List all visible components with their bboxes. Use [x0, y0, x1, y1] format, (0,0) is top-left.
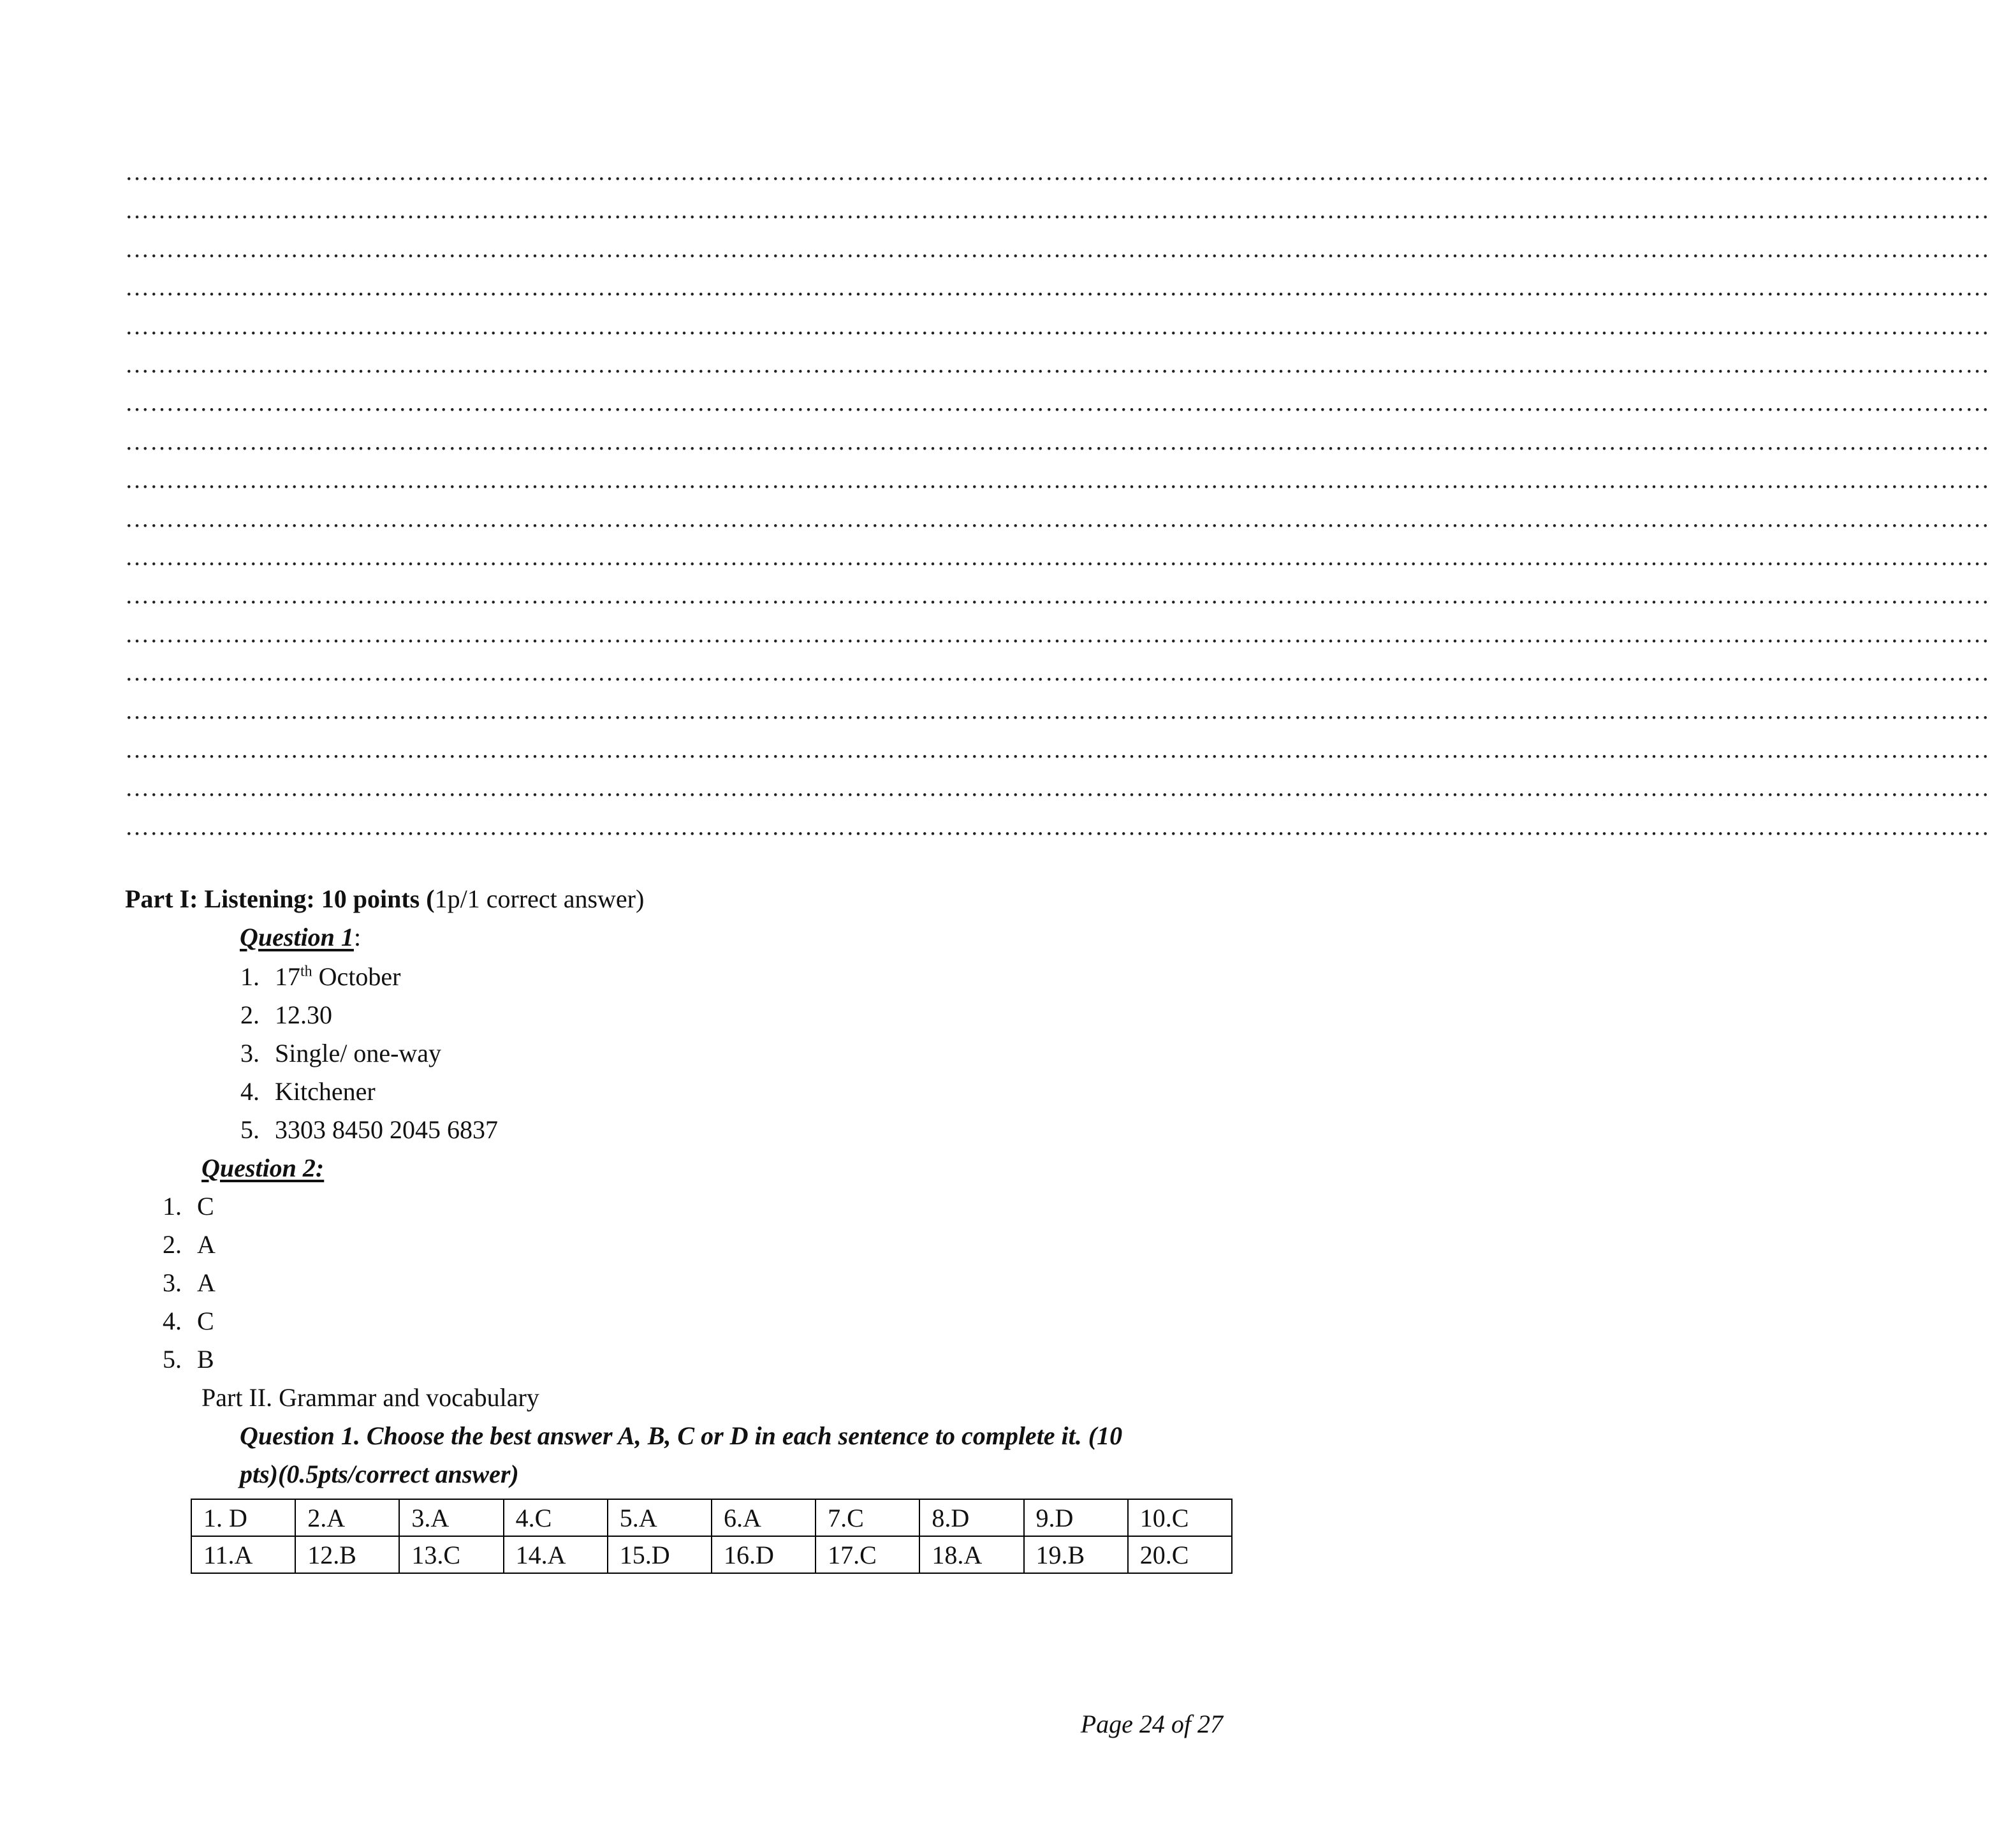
- table-cell: 13.C: [399, 1536, 503, 1573]
- table-cell: 15.D: [608, 1536, 712, 1573]
- answer-line: ………………………………………………………………………………………………………………………………………………………………………………………………………: [125, 467, 1990, 494]
- answer-line: ………………………………………………………………………………………………………………………………………………………………………………………………………: [125, 813, 1990, 840]
- answer-line: ………………………………………………………………………………………………………………………………………………………………………………………………………: [125, 428, 1990, 455]
- answer-line: ………………………………………………………………………………………………………………………………………………………………………………………………………: [125, 159, 1990, 186]
- part2-question1-line2: pts)(0.5pts/correct answer): [240, 1460, 519, 1488]
- page-number: Page 24 of 27: [1080, 1710, 1223, 1738]
- question1-colon: :: [353, 923, 362, 951]
- answer-line: ………………………………………………………………………………………………………………………………………………………………………………………………………: [125, 390, 1990, 417]
- table-cell: 1. D: [191, 1499, 295, 1536]
- answer-line: ………………………………………………………………………………………………………………………………………………………………………………………………………: [125, 698, 1990, 725]
- table-cell: 6.A: [712, 1499, 816, 1536]
- part1-heading: [125, 884, 644, 914]
- table-cell: 3.A: [399, 1499, 503, 1536]
- part2-question1-line1: Question 1. Choose the best answer A, B, C or D in each sentence to complete it. (10: [240, 1421, 1123, 1450]
- table-cell: 9.D: [1024, 1499, 1128, 1536]
- part1-title: Part I: Listening: 10 points (: [125, 884, 435, 913]
- table-cell: 17.C: [816, 1536, 919, 1573]
- answer-key-table: [191, 1499, 1233, 1574]
- table-row: [191, 1536, 1232, 1573]
- table-cell: 16.D: [712, 1536, 816, 1573]
- part2-title: Part II. Grammar and vocabulary: [201, 1383, 539, 1412]
- answer-line: ………………………………………………………………………………………………………………………………………………………………………………………………………: [125, 543, 1990, 571]
- part1-note: 1p/1 correct answer): [434, 884, 645, 913]
- question1-label: Question 1: [240, 923, 354, 951]
- table-cell: 2.A: [295, 1499, 399, 1536]
- table-cell: 8.D: [919, 1499, 1023, 1536]
- question2-label: Question 2:: [201, 1154, 325, 1182]
- table-cell: 7.C: [816, 1499, 919, 1536]
- answer-line: ………………………………………………………………………………………………………………………………………………………………………………………………………: [125, 197, 1990, 224]
- table-cell: 19.B: [1024, 1536, 1128, 1573]
- table-cell: 4.C: [504, 1499, 608, 1536]
- answer-line: ………………………………………………………………………………………………………………………………………………………………………………………………………: [125, 775, 1990, 802]
- table-cell: 20.C: [1128, 1536, 1232, 1573]
- answer-line: ………………………………………………………………………………………………………………………………………………………………………………………………………: [125, 582, 1990, 610]
- table-cell: 18.A: [919, 1536, 1023, 1573]
- answer-line: ………………………………………………………………………………………………………………………………………………………………………………………………………: [125, 736, 1990, 763]
- answer-line: ………………………………………………………………………………………………………………………………………………………………………………………………………: [125, 312, 1990, 340]
- table-cell: 10.C: [1128, 1499, 1232, 1536]
- table-cell: 14.A: [504, 1536, 608, 1573]
- table-cell: 12.B: [295, 1536, 399, 1573]
- answer-lines: [125, 153, 1990, 846]
- answer-line: ………………………………………………………………………………………………………………………………………………………………………………………………………: [125, 505, 1990, 532]
- answer-line: ………………………………………………………………………………………………………………………………………………………………………………………………………: [125, 235, 1990, 263]
- answer-line: ………………………………………………………………………………………………………………………………………………………………………………………………………: [125, 274, 1990, 302]
- document-page: ……………………………………………………………………………………………………………………………………………………………………………………………………… ……………………………………………………………………………………………………………………………………………………………………………………………………… ……………………………………………………………………………………………………………………………………………………………………………………………………… ……………………………………………………………………………………………………………………………………………………………………………………………………… ……………………………………………………………………………………………………………………………………………………………………………………………………… ……………………………………………………………………………………………………………………………………………………………………………………………………… ……………………………………………………………………………………………………………………………………………………………………………………………………… ……………………………………………………………………………………………………………………………………………………………………………………………………… ……………………………………………………………………………………………………………………………………………………………………………………………………… ……………………………………………………………………………………………………………………………………………………………………………………………………… ……………………………………………………………………………………………………………………………………………………………………………………………………… ……………………………………………………………………………………………………………………………………………………………………………………………………… ……………………………………………………………………………………………………………………………………………………………………………………………………… ……………………………………………………………………………………………………………………………………………………………………………………………………… ……………………………………………………………………………………………………………………………………………………………………………………………………… ……………………………………………………………………………………………………………………………………………………………………………………………………… ……………………………………………………………………………………………………………………………………………………………………………………………………… ……………………………………………………………………………………………………………………………………………………………………………………………………… Part I: Listening: 10 points (1p/1 correct answer) Question 1: 1. 17th October 2. 12.30 3. Single/ one-way 4. Kitchener 5. 3303 8450 2045 6837 Question 2: 1. C 2. A 3. A 4. C 5. B Part II. Grammar and vocabulary Question 1. Choose the best answer A, B, C or D in each sentence to complete it. (10 pts)(0.5pts/correct answer) 1. D 2.A 3.A 4.C 5.A 6.A 7.C 8.D 9.D 10.C 11.A 12.B 13.C 14.A 15.D 16.D 17.C 18.A 19.B 20.C Page 24 of 27: [0, 0, 1306, 1848]
- table-cell: 11.A: [191, 1536, 295, 1573]
- answer-line: ………………………………………………………………………………………………………………………………………………………………………………………………………: [125, 659, 1990, 687]
- table-row: [191, 1499, 1232, 1536]
- table-cell: 5.A: [608, 1499, 712, 1536]
- question1-heading: [240, 922, 361, 953]
- answer-line: ………………………………………………………………………………………………………………………………………………………………………………………………………: [125, 620, 1990, 648]
- answer-line: ………………………………………………………………………………………………………………………………………………………………………………………………………: [125, 351, 1990, 378]
